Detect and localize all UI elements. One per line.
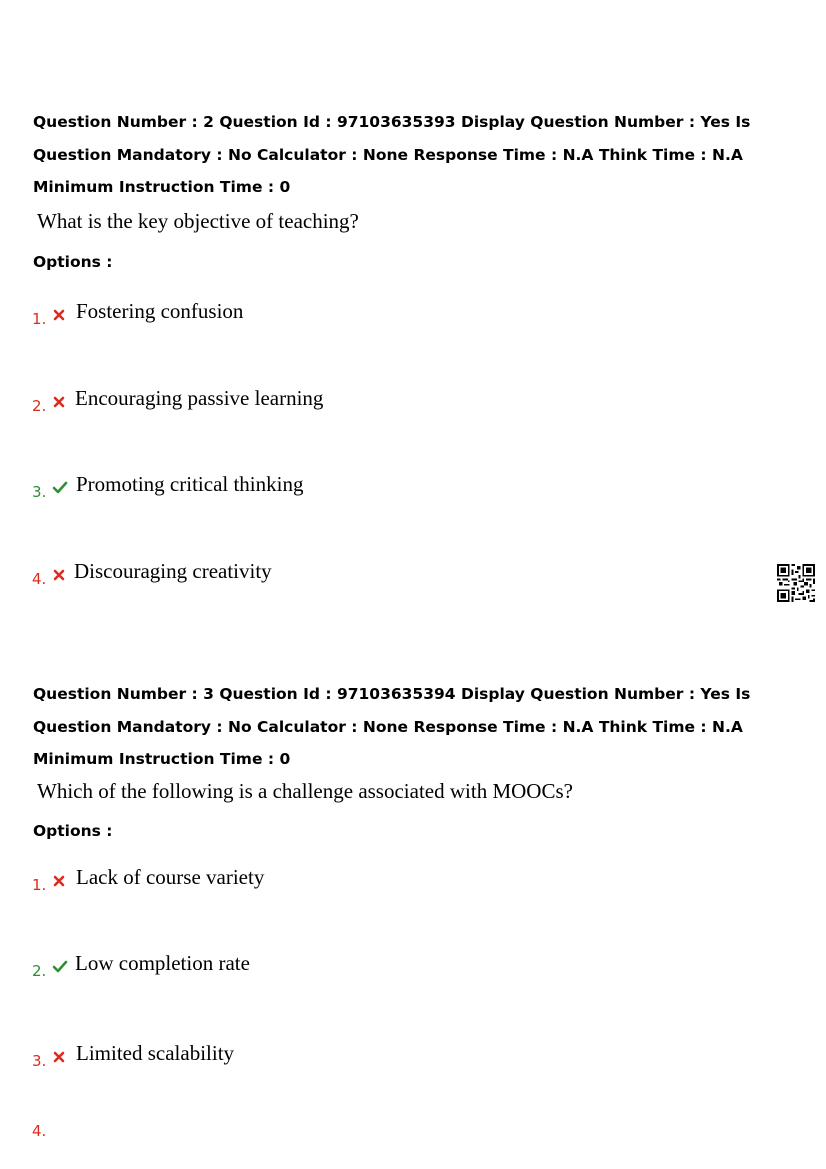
option-text: Promoting critical thinking xyxy=(76,472,304,496)
check-icon xyxy=(52,479,68,495)
options-label: Options : xyxy=(33,253,113,271)
option-number: 3. xyxy=(32,483,47,501)
option-text: Low completion rate xyxy=(75,951,250,975)
option-number: 1. xyxy=(32,310,47,328)
qr-code-icon xyxy=(777,564,815,602)
question-meta: Question Number : 2 Question Id : 97103635393 Display Question Number : Yes Is Question Mandatory : No Calculator : None Response Time : N.A Think Time : N.A Minimum Instruction Time : 0 xyxy=(33,113,751,196)
option-number: 1. xyxy=(32,876,47,894)
option-text: Limited scalability xyxy=(76,1041,235,1065)
option-item xyxy=(0,1110,826,1150)
option-item xyxy=(0,385,826,425)
option-item xyxy=(0,950,826,990)
option-number: 2. xyxy=(32,962,47,980)
cross-icon xyxy=(52,1048,66,1064)
option-number: 2. xyxy=(32,397,47,415)
option-text: Fostering confusion xyxy=(76,299,244,323)
option-text: Discouraging creativity xyxy=(74,559,272,583)
option-number: 4. xyxy=(32,1122,47,1140)
options-label: Options : xyxy=(33,822,113,840)
option-text: Lack of course variety xyxy=(76,865,265,889)
cross-icon xyxy=(52,393,66,409)
cross-icon xyxy=(52,306,66,322)
option-item xyxy=(0,471,826,511)
check-icon xyxy=(52,958,68,974)
option-text: Encouraging passive learning xyxy=(75,386,324,410)
question-stem: Which of the following is a challenge associated with MOOCs? xyxy=(37,779,573,803)
option-number: 4. xyxy=(32,570,47,588)
option-item xyxy=(0,1040,826,1080)
option-item xyxy=(0,558,826,598)
option-item xyxy=(0,864,826,904)
cross-icon xyxy=(52,872,66,888)
question-stem: What is the key objective of teaching? xyxy=(37,209,359,233)
cross-icon xyxy=(52,566,66,582)
option-number: 3. xyxy=(32,1052,47,1070)
question-meta: Question Number : 3 Question Id : 97103635394 Display Question Number : Yes Is Question Mandatory : No Calculator : None Response Time : N.A Think Time : N.A Minimum Instruction Time : 0 xyxy=(33,685,751,768)
option-item xyxy=(0,298,826,338)
